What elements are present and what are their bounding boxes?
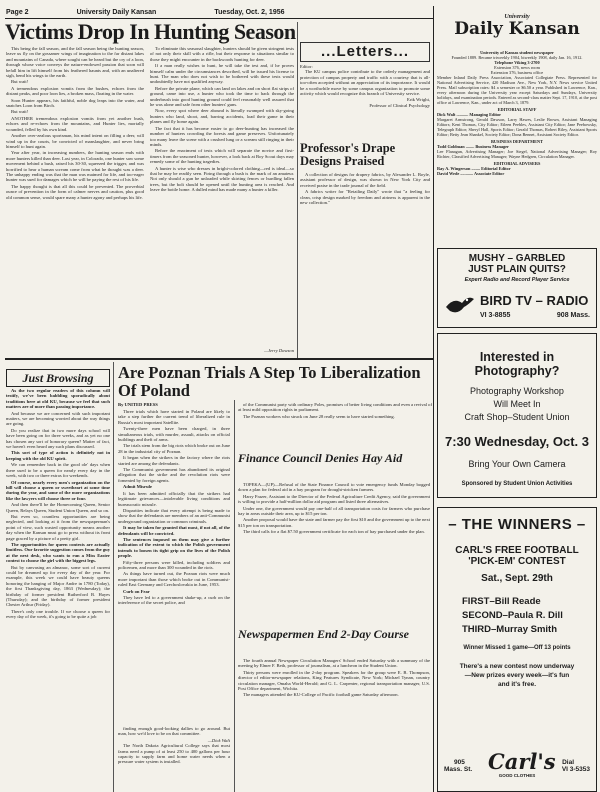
ad-photography — [437, 333, 597, 498]
winners-contest: CARL'S FREE FOOTBALL — [455, 545, 579, 556]
newspapermen-paragraph: The managers attended the KU-College of Pacific football game Saturday afternoon. — [243, 692, 399, 698]
ad-line: JUST PLAIN QUITS? — [468, 264, 566, 275]
paragraph: A tremendous explosion vomits from the bushes, echoes from the distant peaks, and poor loon lies, a broken mass, floating in the water. — [6, 85, 144, 97]
paragraph: We can remember back in the good ole' days when there used to be a queen for nearly every day in the week, with two or three extras for weekends. — [6, 462, 110, 479]
paragraph: It may be taken for granted that most, if not all, of the defendants will be convicted. — [118, 525, 230, 536]
bird-tv-address: 908 Mass. — [556, 312, 590, 319]
letters-paragraph: The KU campus police contribute to the orderly management and protection of campus property and traffic with a courtesy that is all-too-often accepted without an appreciation of its importance. It would be a worthwhile move by some campus organization to promote some activity which would recognize this branch of University service. — [300, 69, 430, 97]
just-browsing-body — [6, 388, 110, 792]
finance-body — [238, 482, 430, 632]
advisers-heading: EDITORIAL ADVISERS — [493, 161, 541, 166]
winners-address — [444, 759, 472, 773]
winner-second: SECOND–Paula R. Dill — [462, 610, 563, 621]
photo-sponsor: Sponsored by Student Union Activities — [461, 481, 573, 487]
adviser-line: Ray A. Wingerson ........ Editorial Editor — [437, 166, 511, 171]
paragraph: As the two regular readers of this column will testify, we've been babbling sporadically about traditions here at old KU, because we feel that such matters are of more than passing importance. — [6, 388, 110, 410]
dial-line: VI 3-5353 — [561, 766, 590, 773]
contest-note: There's a new contest now underway — [459, 663, 575, 670]
hunting-column-1 — [6, 46, 144, 354]
paragraph: Before the enactment of tests which will separate the novice and first-timers from the seasoned hunter, however, a look back at Boy Scout days may remedy some of the hunting tragedies. — [150, 148, 294, 165]
continuation-paragraph: finding enough good-looking dallies to go around. But man, how we'd love to be on that committee. — [118, 726, 230, 737]
photo-line: Bring Your Own Camera — [468, 459, 566, 469]
paragraph: The sentences imposed on them may give a further indication of the extent to which the Polish government intends to loosen its tight grip on the lives of the Polish people. — [118, 536, 230, 559]
paragraph: Another over-zealous sportsman, his mind intent on filling a deer, will wind up in the courts, be convicted of manslaughter, and never bring himself to hunt again. — [6, 133, 144, 149]
masthead-big: Daily Kansan — [454, 19, 580, 39]
hunting-headline: Victims Drop In Hunting Season — [5, 19, 296, 44]
just-browsing-title: Just Browsing — [6, 369, 110, 387]
poznan-paragraph: The Poznan workers who struck on June 28 really seem to have started something. — [243, 413, 395, 419]
issue-date: Tuesday, Oct. 2, 1956 — [214, 9, 285, 16]
column-rule — [297, 22, 298, 358]
hunting-column-2 — [150, 46, 294, 344]
drape-body — [300, 172, 430, 250]
ad-line: Expert Radio and Record Player Service — [464, 277, 570, 283]
paragraph: A hunter is wise who dresses in bright-colored clothing—red is ideal—so that he may be readily seen. Firing through a bush is the mark of an amateur. Not only should a gun be unloaded while skirting fences or hurdling fallen trees, but the bolt should be opened until the hunting area is reached. And leave the bottle home. A dulled mind has made many a hunter a killer. — [150, 165, 294, 193]
paragraph: As things have turned out, the Poznan riots were much more important than those which broke out in Communist-ruled East Germany and Czechoslovakia in June, 1953. — [118, 571, 230, 588]
carls-logo — [488, 749, 556, 781]
newspapermen-body — [238, 658, 430, 792]
masthead-rule — [433, 6, 434, 792]
paragraph: It has been admitted officially that the strikers had legitimate grievances—intolerable living conditions and bureaucratic misrule. — [118, 490, 230, 507]
paragraph: Three trials which have started in Poland are likely to take a step further the current trend of liberalized rule in Russia's most important Satellite. — [118, 409, 230, 425]
bird-tv-brand: BIRD TV – RADIO — [480, 293, 589, 308]
poznan-paragraph: of the Communist party with ordinary Poles, promises of better living conditions and even a revival of at least mild opposition rights in parliament. — [238, 402, 432, 413]
poznan-column-2 — [238, 402, 432, 442]
paragraph: They have led to a government shake-up, a curb on the interference of the secret police, and — [118, 595, 230, 606]
masthead-line: Extension 376, news room — [494, 65, 540, 70]
paragraph: But even so, countless opportunities are being neglected, and looking at it from the newspaperman's point of view, such wasted opportunity means another day when the Kansan must go to press without its front page graced by a picture of a pretty girl. — [6, 513, 110, 541]
drape-paragraph: A collection of designs for drapery fabrics, by Alexander L. Boyle, assistant professor of design, was shown in New York City and received praise in the trade journal of the field. — [300, 172, 430, 188]
letters-title: ...Letters... — [300, 42, 430, 62]
continuation-byline: —Dick Walt — [207, 737, 230, 743]
letters-signature: Erik Wright, — [407, 97, 430, 103]
paragraph: ANOTHER tremendous explosion vomits from yet another bush, echoes and re-echoes from the mountains, and Hunter lies, mortally wounded, felled by his own kind. — [6, 115, 144, 132]
paragraph: The opportunities for queen contests are actually limitless. Our favorite suggestion comes from the guy at the next desk, who wants to run a Miss Easter contest to choose the girl with the biggest legs. — [6, 541, 110, 564]
editorial-staff-heading: EDITORIAL STAFF — [497, 107, 537, 112]
newspapermen-headline: Newspapermen End 2-Day Course — [238, 627, 410, 641]
ad-winners — [437, 507, 597, 792]
paragraph: But wait! — [11, 109, 29, 115]
newspapermen-paragraph: The fourth annual Newspaper Circulation Managers' School ended Saturday with a summary of the meeting by Elmer F. Beth, professor of journalism, at a luncheon in the Student Union. — [238, 658, 430, 669]
paragraph: But wait! — [11, 79, 29, 85]
masthead-line: Extension 376, business office — [490, 70, 544, 75]
photo-line: Photography Workshop — [470, 386, 564, 396]
letters-signature-title: Professor of Clinical Psychology — [369, 102, 430, 108]
ad-line: MUSHY – GARBLED — [468, 253, 566, 264]
paragraph: Year after year, in increasing numbers, the hunting season ends with more hunters killed than deer. Last year, in Colorado, one hunter saw some movement behind a bush, raised his 30-30, squeezed the trigger, and was horrified to hear a human scream come from what he thought was a deer. The unhappy ending was that the man was maimed for life, and too-eager hunter was sued for damages which he will be paying the rest of his life. — [6, 150, 144, 183]
photo-line: Craft Shop–Student Union — [464, 412, 570, 422]
adviser-line: David Wede ............ Associate Editor — [437, 171, 505, 176]
paragraph: Admit Misrule — [123, 484, 152, 490]
paragraph: The Communist government has abandoned its original allegation that the strike and the revolution riots were fomented by foreign agents. — [118, 467, 230, 483]
carls-logo-sub: GOOD CLOTHES — [498, 773, 536, 778]
continuation-paragraph: The North Dakota Agricultural College says that most farms need a pump of at least 250 to 400 gallons per hour capacity to supply farm and home water needs when a pressure water system is installed. — [118, 743, 230, 765]
ad-bird-tv — [437, 248, 597, 328]
editorial-staff-line: Margaret Armstrong, Gerald Dawson, Larry Hawes, Leslie Brown, Assistant Managing Editors; Kent Thomas, City Editor; Eileen Peebles, Assistant City Editor; Jane Peebowsky, Telegraph Editor; Sheryl Hall, Sports Editor; Gerald Thomas, Robert Riley, Assistant Sports Editor; Betty Jean Shankel, Society Editor; Dona Bennet, Assistant Society Editor. — [437, 117, 597, 137]
paragraph: And because we are concerned with such important matters, we are becoming worried about the way things are going. — [6, 410, 110, 427]
hunting-byline: —Jerry Dawson — [264, 348, 294, 353]
winners-title: – THE WINNERS – — [448, 516, 586, 533]
masthead-line: Founded 1889. Became triweekly 1904, biweekly 1908, daily Jan. 16, 1912. — [451, 55, 583, 60]
paragraph: There's only one trouble. If we choose a queen for every day of the week, it's going to be quite a job — [6, 608, 110, 620]
paragraph: Soon Hunter appears, his faithful, noble dog leaps into the water, and snatches Loon from Birch. — [6, 97, 144, 109]
drape-paragraph: A fabrics writer for "Retailing Daily" wrote that "a feeling for clean, crisp design marked by freedom and airiness is apparent in the new collection." — [300, 189, 430, 206]
paragraph: This sort of type of action is definitely not in keeping with the old KU spirit. — [6, 450, 110, 461]
dial-line: Dial — [562, 759, 574, 766]
masthead-info — [437, 50, 597, 245]
business-line: Lee Flanagan, Advertising Manager; Joe Siegel, National Advertising Manager; Roy Richter, Classified Advertising Manager; Wayne Hedgren, Circulation Manager. — [437, 149, 597, 159]
paragraph: Of course, nearly every men's organization on the hill will choose a queen or sweetheart at some time during the year, and some of the more organizations like the lawyers will choose three or four. — [6, 479, 110, 501]
paragraph: Do you realize that in two more days school will have been going on for three weeks, and as yet no one has chosen any sort of honorary queen? Matter of fact, we haven't even heard any such plans discussed. — [6, 427, 110, 450]
poznan-headline: Are Poznan Trials A Step To Liberalization Of Poland — [118, 363, 421, 400]
winner-note: Winner Missed 1 game—Off 13 points — [463, 645, 571, 651]
business-line: Todd Goldman ........ Business Manager — [437, 144, 509, 149]
finance-headline: Finance Council Denies Hay Aid — [238, 451, 403, 465]
winners-dial — [562, 759, 590, 773]
finance-paragraph: Another proposal would have the state and farmer pay the first $10 and the government up to the next $15 per ton on transportation. — [238, 517, 430, 528]
column-rule — [113, 362, 114, 792]
letters-body — [300, 64, 430, 136]
masthead-line: Telephone Viking 3-2700 — [494, 60, 540, 65]
section-rule — [5, 358, 433, 360]
newspapermen-paragraph: Thirty persons were enrolled in the 2-day program. Speakers for the group were E. B. Thompson, director of editor-newspaper relations, King Features Syndicate, New York; Michael Tynan, country circulation manager, Omaha World-Herald; and G. L. Carpenter, regional transportation manager, U.S. Post Office department, Wichita. — [238, 669, 430, 692]
bird-icon — [444, 291, 476, 317]
letters-salutation: Editor: — [300, 64, 313, 69]
paragraph: Twenty-three men have been charged, in three simultaneous trials, with murder, assault, attacks on official buildings and theft of arms. — [118, 426, 230, 443]
carls-logo-text: Carl's — [488, 749, 556, 774]
poznan-byline: By UNITED PRESS — [118, 402, 158, 407]
photo-line: Will Meet In — [493, 399, 541, 409]
paragraph: The happy thought is that all this could be prevented. The proverbial ounce of prevention in the form of calmer nerves and caution, plus good old common sense, would spare many a hunter agony and perhaps his life. — [6, 183, 144, 200]
finance-paragraph: Harry Frazer, Assistant to the Director of the Federal Agriculture Credit Agency, said the government is willing to provide a half-million dollar aid program and listed three alternatives. — [238, 493, 430, 505]
masthead-line: Member Inland Daily Press Association, Associated Collegiate Press. Represented for National Advertising Service, 420 Madison Ave., New York, N.Y. News service United Press. Mail subscription rates: $4 a semester or $6.50 a year. Published in Lawrence, Kan., every afternoon during the University year except Saturdays and Sundays, University holidays, and examination periods. Entered as second-class matter Sept. 17, 1910, at the post office at Lawrence, Kan., under act of March 3, 1879. — [437, 75, 597, 105]
drape-headline: Professor's Drape Designs Praised — [300, 141, 396, 168]
paragraph: Now, every spot where deer abound is literally swamped with sky-going hunters who land, shoot, and, barring accidents, load their game in their planes and fly home again. — [150, 108, 294, 125]
winners-contest: 'PICK-EM' CONTEST — [468, 556, 566, 567]
paragraph: But by canvasing an almanac, some sort of current could be dreamed up for every day of the year. For example, this week we could have beauty queens honoring the hanging of Major Andre in 1780 (Today), the first Thanksgiving day, 1863 (Wednesday); the birthday of former president Rutherford B. Hayes (Thursday); and the birthday of former president Chester Arthur (Friday). — [6, 564, 110, 608]
paragraph: And then there'll be the Homecoming Queen, Senior Queen, Relays Queen, Student Union Queen, and so on. — [6, 502, 110, 513]
finance-paragraph: The third calls for a flat $7.50 government certificate for each ton of hay purchased under the plan. — [243, 529, 425, 535]
masthead-small: University — [504, 14, 530, 20]
paper-name: University Daily Kansan — [76, 9, 157, 16]
paragraph: Fifty-three persons were killed, including soldiers and policemen, and more than 300 wounded in the riots. — [118, 559, 230, 570]
paragraph: The fact that it has become easier to go deer-hunting has increased the number of hunters crowding the forests and game preserves. Unfortunately too many leave the scene with a crushed lung or a scream still ringing in their minds. — [150, 125, 294, 147]
contest-note: —New prizes every week—it's fun — [464, 672, 570, 679]
finance-paragraph: Under one, the government would pay one-half of all transportation costs for farmers who purchase hay in areas outside their area, up to $15 per ton. — [238, 505, 430, 517]
editorial-staff-line: Dick Walt ........... Managing Editor — [437, 112, 502, 117]
masthead-line: University of Kansas student newspaper — [480, 50, 554, 55]
paragraph: Curb on Fear — [123, 588, 150, 594]
winner-first: FIRST–Bill Reade — [462, 596, 541, 607]
paragraph: It began when the strikers in the factory where the riots started are among the defendants. — [118, 455, 230, 466]
photo-headline: Interested in Photography? — [474, 350, 560, 378]
business-heading: BUSINESS DEPARTMENT — [491, 139, 543, 144]
contest-note: and it's free. — [497, 681, 537, 688]
address-line: Mass. St. — [444, 766, 473, 773]
column-rule — [234, 400, 235, 792]
masthead-title — [437, 14, 597, 38]
paragraph: To eliminate this seasonal slaughter, hunters should be given stringent tests of not only their skill with a rifle, but their response to situations similar to those they might encounter in the backwoods hunting for deer. — [150, 46, 294, 62]
browsing-continuation — [118, 726, 230, 792]
address-line: 905 — [454, 759, 465, 766]
page-number: Page 2 — [6, 9, 29, 16]
winner-third: THIRD–Murray Smith — [462, 624, 558, 635]
winners-date: Sat., Sept. 29th — [481, 573, 553, 584]
paragraph: If a man really wishes to hunt, he will take the test and, if he proves himself calm under the circumstances described, will be issued his license to hunt. The man who does not wish to be bothered with these tests would undoubtedly have not qualified anyway. — [150, 63, 294, 85]
paragraph: The trials stem from the big riots which broke out on June 28 in the industrial city of Poznan. — [118, 443, 230, 454]
finance-paragraph: TOPEKA—(UP)—Refusal of the State Finance Council to vote emergency funds Monday bogged down a plan for federal aid in a hay program for drought-stricken farmers. — [238, 482, 430, 493]
bird-tv-phone: VI 3-8855 — [480, 312, 511, 319]
paragraph: Before the private plane, which can land on lakes and on short flat strips of ground, came into use, a hunter who took the time to hack through the underbrush into good hunting ground could feel reasonably well assured that he was alone and safe from other hunters' guns. — [150, 85, 294, 108]
paragraph: Disparities indicate that every attempt is being made to show that the defendants are members of an anti-Communist underground organization or common criminals. — [118, 507, 230, 524]
paragraph: This being the fall season, and the fall season being the hunting season, leave us fly on the gossamer wings of imagination to the far distant lakes and mountains of Canada, where sought can be heard but the cry of a loon, through whose voice conveys the nature-endowed passion that soon will befall him in lift himself from his feathered haunts and, with an unaltered sigh, bend his wings to the earth. — [6, 46, 144, 79]
page-folio — [6, 7, 431, 18]
photo-time: 7:30 Wednesday, Oct. 3 — [444, 434, 590, 449]
